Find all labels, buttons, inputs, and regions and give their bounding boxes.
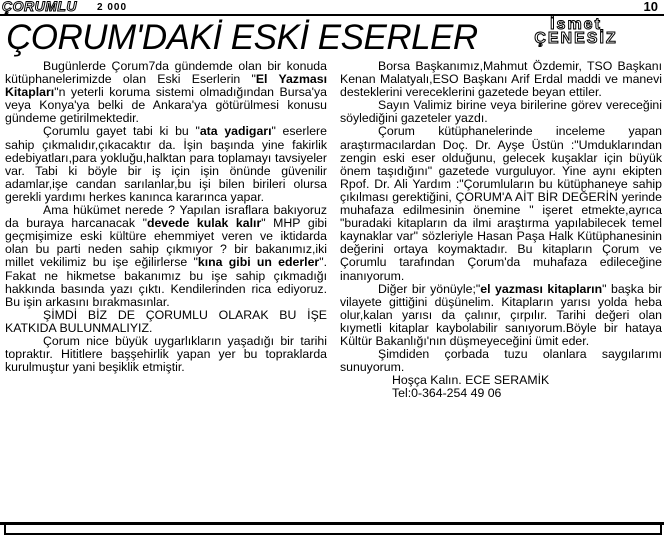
article-headline: ÇORUM'DAKİ ESKİ ESERLER <box>6 18 478 57</box>
masthead-year: 2 000 <box>97 2 128 13</box>
paragraph: Ama hükümet nerede ? Yapılan israflara bakıyoruz da buraya harcanacak "devede kulak kalır" MHP gibi geçmişimize eski kültüre ehemmiyet veren ve iktidarda olan bu parti neden sahip çıkmıyor ? bir bakanımız,iki millet vekilimiz bu işe eğilirlerse "kına gibi un ederler". Fakat ne hikmetse bakanımız bu işe sahip çıkmadığı hakkında basında yazı çıktı. Kendilerinden rica ediyoruz. Bu işin arkasını bırakmasınlar. <box>5 203 327 309</box>
paragraph: Diğer bir yönüyle;"el yazması kitapların" başka bir vilayete gittiğini düşünelim. Kitapların yarısı yolda heba olur,kalan yarısı da çalınır, çırpılır. Tarihi değeri olan kıymetli kitaplar kaybolabilir sanıyorum.Böyle bir hataya Kültür Bakanlığı'nın düşmeyeceğini ümit eder. <box>340 281 662 348</box>
paragraph: Çorumlu gayet tabi ki bu "ata yadigarı" eserlere sahip çıkmalıdır,çıkacaktır da. İşin başında yine fakirlik edebiyatları,para yokluğu,halktan para toplamayı tavsiyeler var. Tabi ki böyle bir iş için işin önünde güvenilir adamlar,işe candan sarılanlar,bu işi bilen birileri olursa gerekli yardımı herkes kanınca kararınca yapar. <box>5 124 327 204</box>
author-first-name: İsmet <box>550 16 602 33</box>
masthead-brand: ÇORUMLU <box>2 0 78 14</box>
paragraph: Bugünlerde Çorum7da gündemde olan bir konuda kütüphanelerimizde olan Eski Eserlerin "El Yazması Kitapları"n yeterli koruma sistemi olmadığından Bursa'ya veya Konya'ya belki de Ankara'ya götürülmesi konusu gündeme getirilmektedir. <box>5 59 327 126</box>
paragraph: Çorum kütüphanelerinde inceleme yapan araştırmacılardan Doç. Dr. Ayşe Üstün :"Umduklarından zengin eski eser olduğunu, gelecek kuşaklar için büyük önem taşıdığını" gazetede vurguluyor. Yine aynı ekipten Rpof. Dr. Ali Yardım :"Çorumluların bu kütüphaneye sahip çıkılması gerektiğini, ÇORUM'A AİT BİR DEĞERİN yerinde muhafaza edilmesinin önemine " işeret etmekte,ayrıca "buradaki kitapların da ilmi araştırma yapılabilecek temel kaynaklar var" sözleriyle Hasan Paşa Halk Kütüphanesinin değerini ortaya koymaktadır. Bu kitapların Çorum ve Çorumlu tarafından Çorum'da muhafaza edileceğine inanıyorum. <box>340 124 662 283</box>
article-column-right <box>340 60 662 400</box>
paragraph: Borsa Başkanımız,Mahmut Özdemir, TSO Başkanı Kenan Malatyalı,ESO Başkanı Arif Erdal maddi ve manevi desteklerini vereceklerini gazetede beyan ettiler. <box>340 59 662 100</box>
author-last-name: ÇENESİZ <box>534 30 618 47</box>
page-number: 10 <box>643 0 658 14</box>
paragraph: Çorum nice büyük uygarlıkların yaşadığı bir tarihi topraktır. Hititlere başşehirlik yapan yer bu topraklarda kurulmuştur yani beşiklik etmiştir. <box>5 333 327 375</box>
signature-line: Hoşça Kalın. ECE SERAMİK <box>392 373 550 388</box>
paragraph-caps: ŞİMDİ BİZ DE ÇORUMLU OLARAK BU İŞE KATKIDA BULUNMALIYIZ. <box>5 307 327 335</box>
paragraph: Şimdiden çorbada tuzu olanlara saygılarımı sunuyorum. <box>340 347 662 375</box>
footer-box <box>4 525 662 535</box>
paragraph: Sayın Valimiz birine veya birilerine görev vereceğini söylediğini gazeteler yazdı. <box>340 98 662 126</box>
signature-phone: Tel:0-364-254 49 06 <box>392 386 502 401</box>
masthead <box>0 0 664 16</box>
author-name <box>496 18 656 46</box>
article-column-left <box>5 60 327 374</box>
